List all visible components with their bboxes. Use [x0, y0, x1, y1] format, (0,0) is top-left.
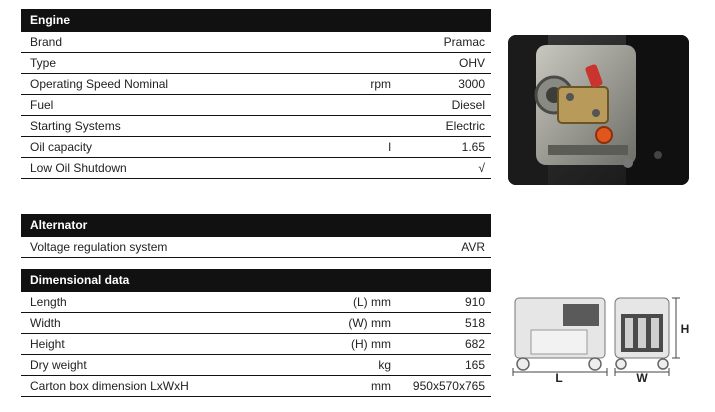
spec-row-speed — [21, 74, 491, 95]
length-label: L — [555, 371, 563, 384]
spec-row-oil — [21, 137, 491, 158]
spec-value: Pramac — [443, 35, 485, 49]
engine-photo — [508, 35, 689, 185]
spec-unit: (H) mm — [351, 337, 391, 351]
alternator-header: Alternator — [21, 214, 491, 237]
spec-row-height — [21, 334, 491, 355]
spec-row-low-oil — [21, 158, 491, 179]
engine-section — [21, 9, 491, 179]
spec-label: Oil capacity — [30, 140, 93, 154]
spec-value: 682 — [464, 337, 485, 351]
spec-value: 518 — [464, 316, 485, 330]
engine-illustration — [508, 35, 689, 185]
dimension-diagram — [509, 292, 689, 384]
spec-row-fuel — [21, 95, 491, 116]
spec-row-starting — [21, 116, 491, 137]
spec-label: Fuel — [30, 98, 54, 112]
spec-label: Voltage regulation system — [30, 240, 168, 254]
check-icon: √ — [478, 161, 485, 175]
spec-label: Height — [30, 337, 65, 351]
spec-label: Starting Systems — [30, 119, 121, 133]
dimensional-section — [21, 269, 491, 397]
width-label: W — [636, 371, 648, 384]
spec-unit: l — [388, 140, 391, 154]
spec-value: OHV — [458, 56, 485, 70]
spec-value: 3000 — [458, 77, 485, 91]
spec-row-type — [21, 53, 491, 74]
spec-unit: mm — [371, 379, 391, 393]
spec-value: Diesel — [451, 98, 485, 112]
spec-label: Length — [30, 295, 67, 309]
spec-row-brand — [21, 32, 491, 53]
spec-value: AVR — [461, 240, 485, 254]
spec-label: Low Oil Shutdown — [30, 161, 127, 175]
spec-row-weight — [21, 355, 491, 376]
spec-row-width — [21, 313, 491, 334]
spec-value: 1.65 — [461, 140, 485, 154]
spec-unit: rpm — [370, 77, 391, 91]
spec-value: 165 — [464, 358, 485, 372]
spec-unit: kg — [378, 358, 391, 372]
spec-value: 910 — [464, 295, 485, 309]
spec-label: Dry weight — [30, 358, 87, 372]
spec-unit: (L) mm — [353, 295, 391, 309]
height-label: H — [680, 322, 689, 336]
spec-label: Type — [30, 56, 57, 70]
spec-row-voltage — [21, 237, 491, 258]
spec-label: Brand — [30, 35, 63, 49]
alternator-section — [21, 214, 491, 258]
spec-row-carton — [21, 376, 491, 397]
spec-row-length — [21, 292, 491, 313]
spec-value: 950x570x765 — [412, 379, 485, 393]
spec-unit: (W) mm — [348, 316, 391, 330]
spec-label: Carton box dimension LxWxH — [30, 379, 189, 393]
spec-label: Width — [30, 316, 61, 330]
dimensional-header: Dimensional data — [21, 269, 491, 292]
engine-header: Engine — [21, 9, 491, 32]
spec-label: Operating Speed Nominal — [30, 77, 169, 91]
spec-value: Electric — [445, 119, 485, 133]
generator-outline-illustration — [509, 292, 689, 384]
